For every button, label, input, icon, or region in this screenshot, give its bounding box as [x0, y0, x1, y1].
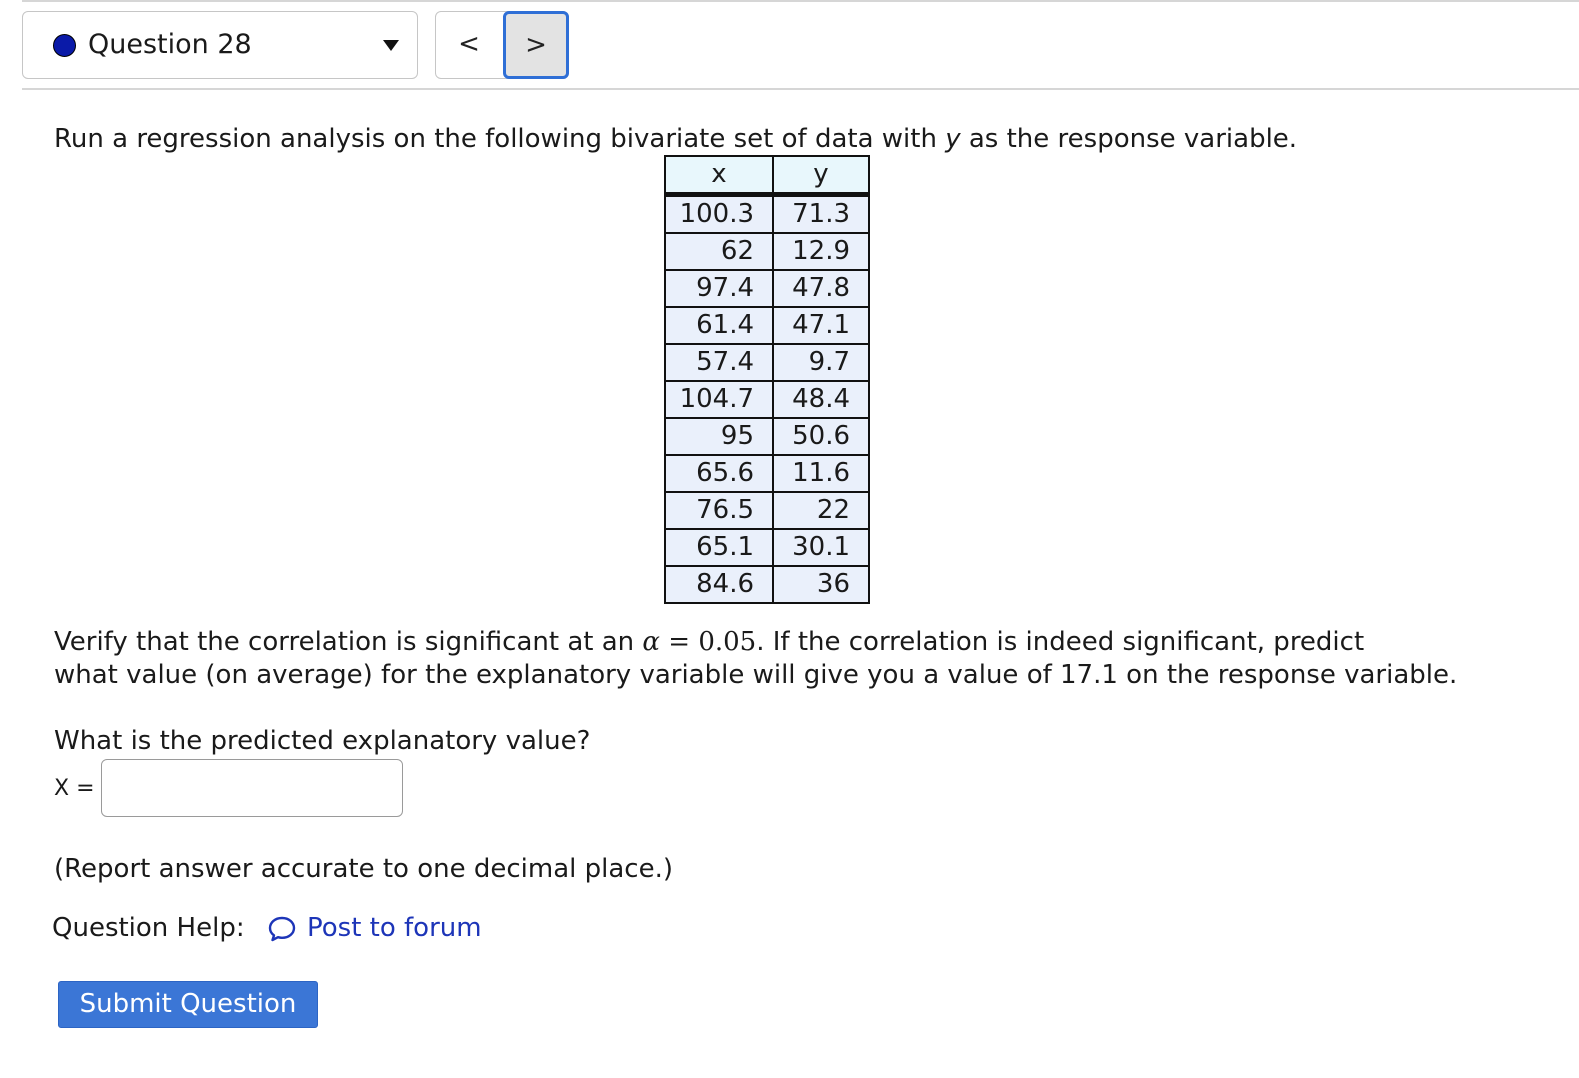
- question-status-icon: [53, 34, 76, 57]
- table-row: [665, 455, 869, 492]
- post-to-forum-link[interactable]: Post to forum: [307, 913, 482, 943]
- cell-y: 30.1: [773, 529, 869, 566]
- verify-text: [54, 626, 1364, 658]
- header-y: y: [773, 156, 869, 195]
- table-header-row: [665, 156, 869, 195]
- table-row: [665, 492, 869, 529]
- table-row: [665, 418, 869, 455]
- table-row: [665, 307, 869, 344]
- table-row: [665, 195, 869, 234]
- data-table: [664, 155, 870, 604]
- cell-x: 65.6: [665, 455, 773, 492]
- cell-x: 57.4: [665, 344, 773, 381]
- cell-y: 47.8: [773, 270, 869, 307]
- verify-after: . If the correlation is indeed significant, predict: [756, 627, 1365, 657]
- cell-x: 104.7: [665, 381, 773, 418]
- cell-x: 97.4: [665, 270, 773, 307]
- cell-x: 61.4: [665, 307, 773, 344]
- cell-x: 95: [665, 418, 773, 455]
- verify-before: Verify that the correlation is significant at an: [54, 627, 643, 657]
- intro-after: as the response variable.: [960, 124, 1298, 154]
- top-divider: [22, 0, 1579, 2]
- question-text: What is the predicted explanatory value?: [54, 726, 591, 756]
- cell-y: 9.7: [773, 344, 869, 381]
- table-row: [665, 381, 869, 418]
- question-navigation: [435, 11, 569, 79]
- table-row: [665, 344, 869, 381]
- cell-y: 50.6: [773, 418, 869, 455]
- cell-y: 47.1: [773, 307, 869, 344]
- alpha-value: 0.05: [698, 627, 757, 657]
- cell-y: 22: [773, 492, 869, 529]
- question-label: Question 28: [88, 29, 252, 60]
- cell-y: 12.9: [773, 233, 869, 270]
- table-row: [665, 529, 869, 566]
- cell-y: 48.4: [773, 381, 869, 418]
- question-selector[interactable]: [22, 11, 418, 79]
- answer-input[interactable]: [101, 759, 403, 817]
- cell-x: 100.3: [665, 195, 773, 234]
- chevron-down-icon: [383, 40, 399, 51]
- alpha-symbol: α: [642, 627, 660, 657]
- table-row: [665, 233, 869, 270]
- header-x: x: [665, 156, 773, 195]
- intro-before: Run a regression analysis on the following bivariate set of data with: [54, 124, 946, 154]
- question-help-label: Question Help:: [52, 913, 245, 943]
- verify-text-line2: what value (on average) for the explanatory variable will give you a value of 17.1 on the response variable.: [54, 660, 1458, 690]
- cell-y: 36: [773, 566, 869, 603]
- report-note: (Report answer accurate to one decimal place.): [54, 854, 673, 884]
- cell-y: 71.3: [773, 195, 869, 234]
- next-question-button[interactable]: >: [503, 11, 569, 79]
- cell-x: 65.1: [665, 529, 773, 566]
- table-row: [665, 270, 869, 307]
- previous-question-button[interactable]: <: [458, 29, 480, 59]
- alpha-equals: =: [659, 627, 699, 657]
- cell-x: 62: [665, 233, 773, 270]
- table-row: [665, 566, 869, 603]
- header-divider: [22, 88, 1579, 90]
- speech-bubble-icon[interactable]: [268, 916, 296, 942]
- intro-text: [54, 123, 1297, 155]
- submit-question-button[interactable]: Submit Question: [58, 981, 318, 1028]
- answer-label: X =: [54, 776, 95, 801]
- cell-x: 84.6: [665, 566, 773, 603]
- cell-y: 11.6: [773, 455, 869, 492]
- cell-x: 76.5: [665, 492, 773, 529]
- intro-variable: y: [945, 124, 961, 154]
